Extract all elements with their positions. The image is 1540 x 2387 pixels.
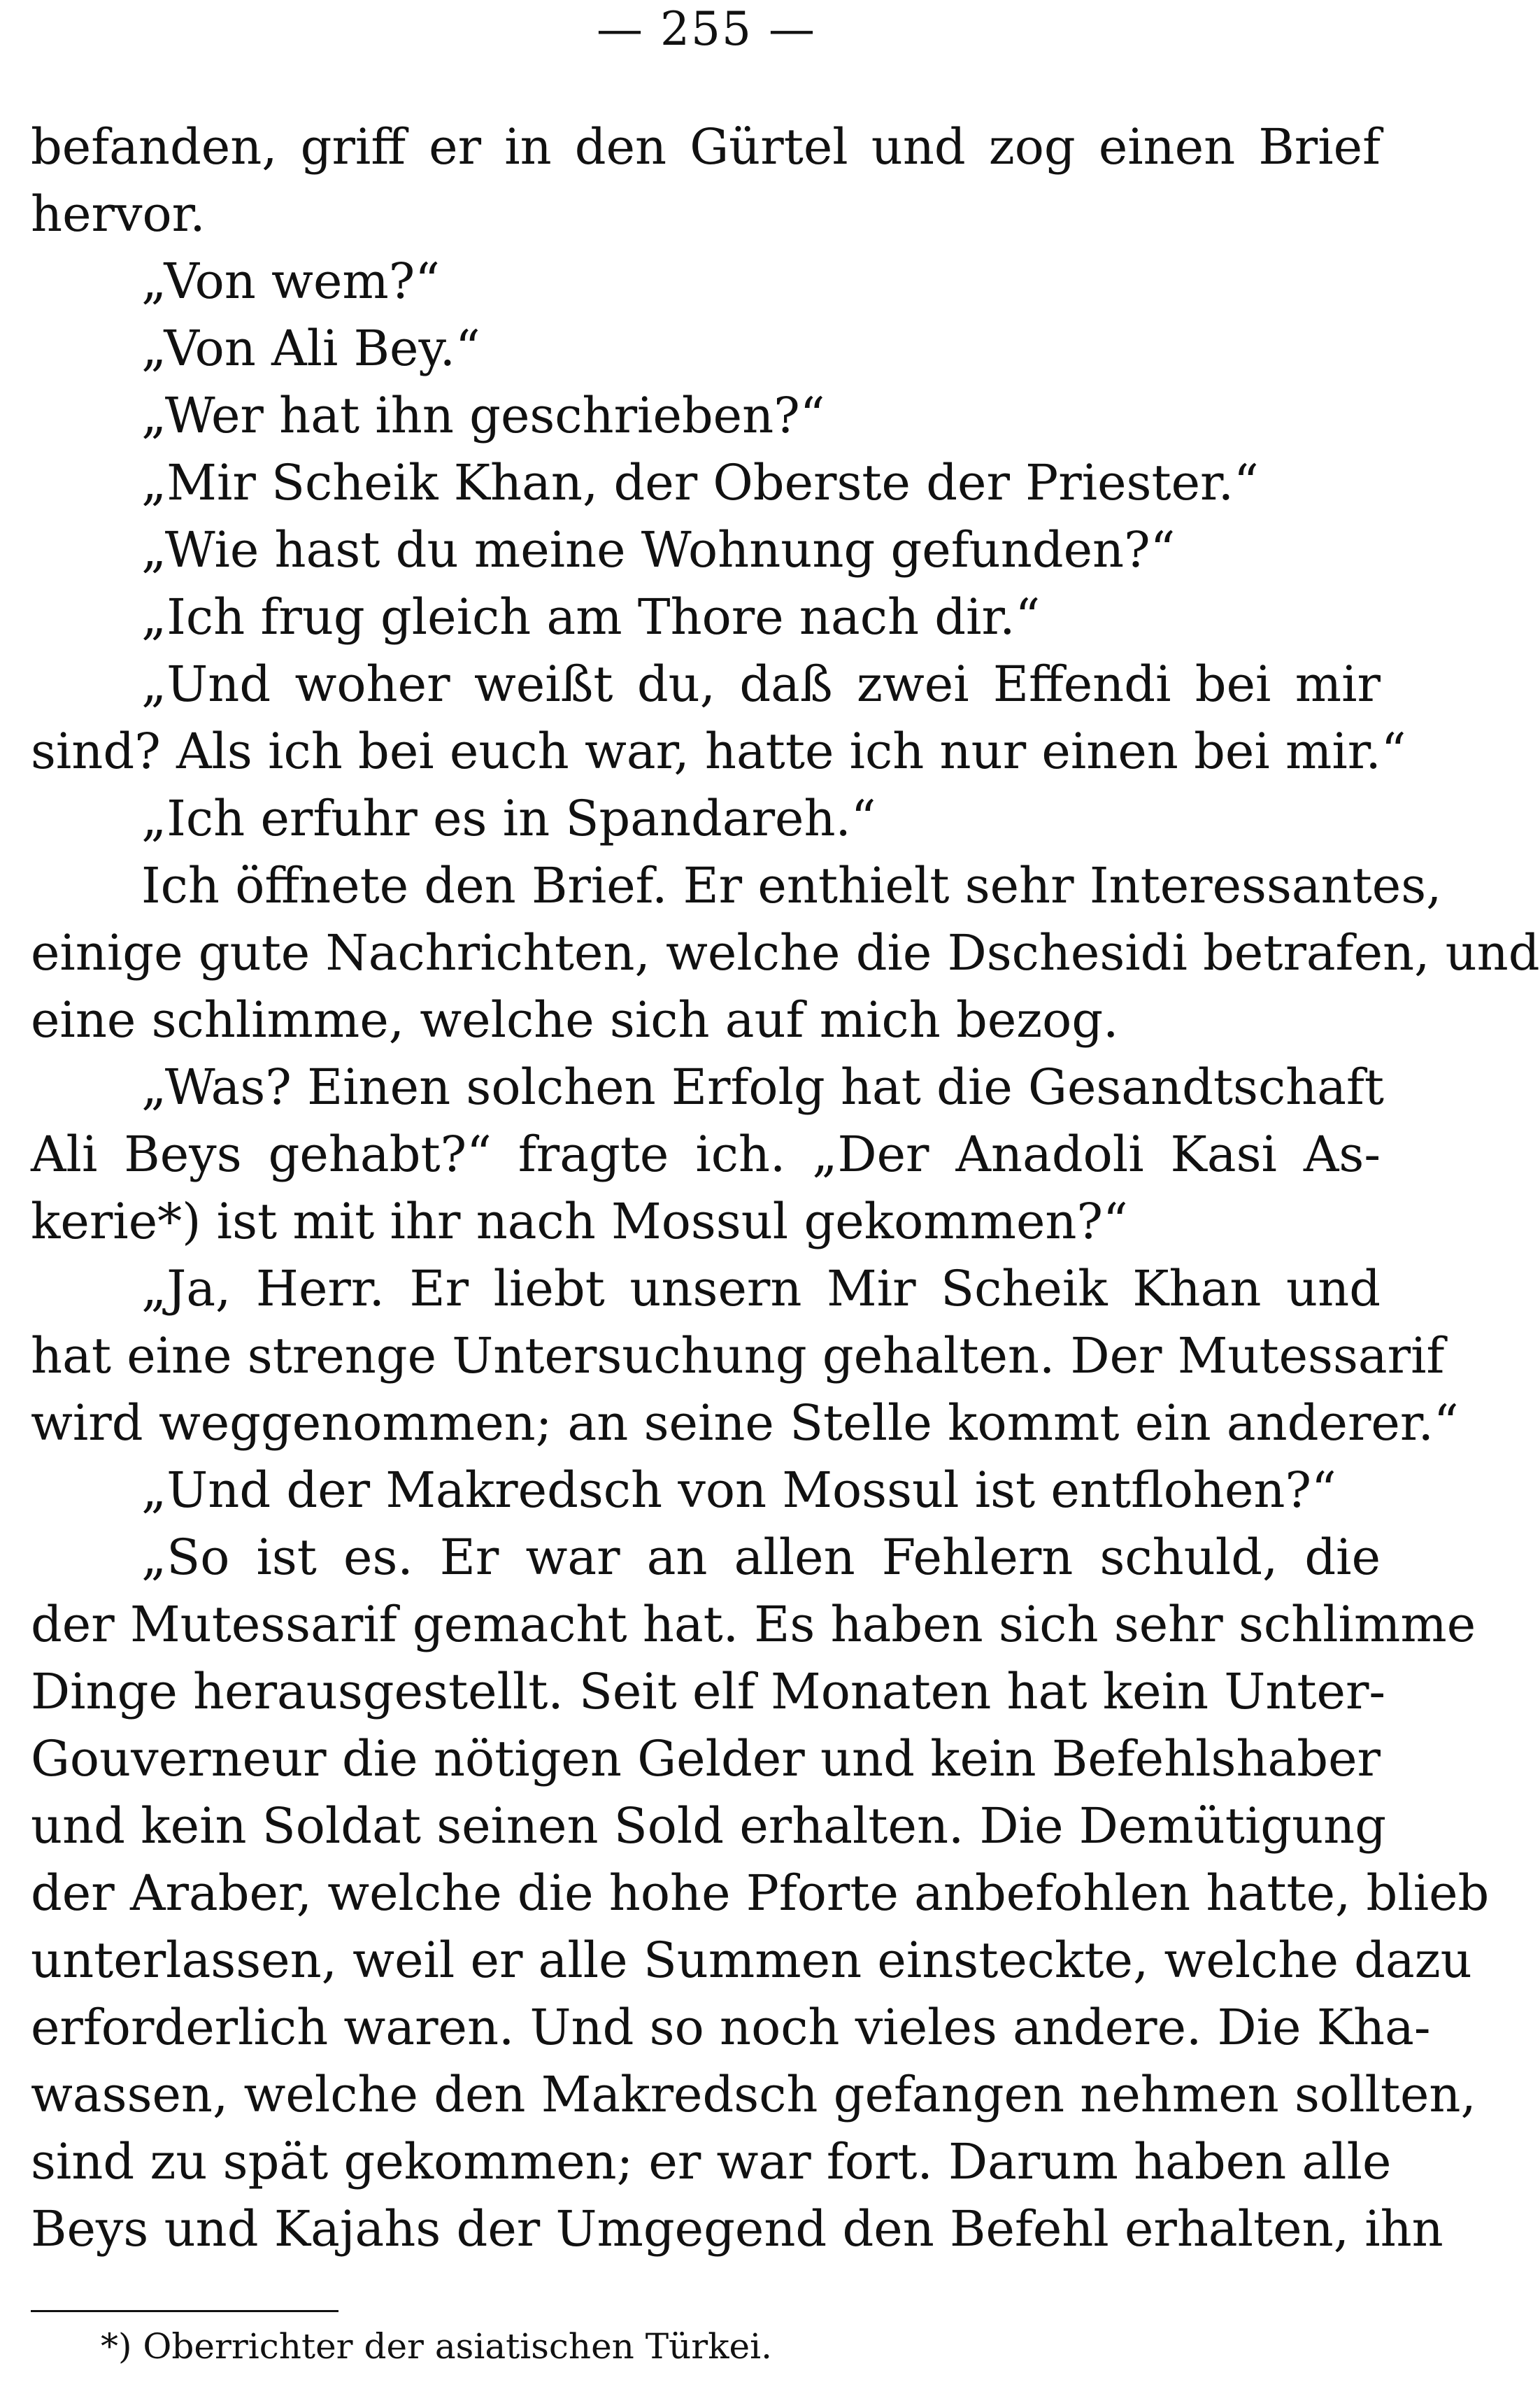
footnote-divider [31,2310,338,2312]
text-line: erforderlich waren. Und so noch vieles andere. Die Kha- [31,1999,1431,2056]
text-line: „Und der Makredsch von Mossul ist entflohen?“ [141,1461,1336,1519]
text-line: Ali Beys gehabt?“ fragte ich. „Der Anadoli Kasi As- [31,1126,1381,1183]
text-line: „Wie hast du meine Wohnung gefunden?“ [141,521,1176,579]
text-line: und kein Soldat seinen Sold erhalten. Die Demütigung [31,1797,1387,1855]
text-line: „Ich frug gleich am Thore nach dir.“ [141,588,1041,646]
text-line: kerie*) ist mit ihr nach Mossul gekommen?“ [31,1193,1128,1250]
text-line: „Ja, Herr. Er liebt unsern Mir Scheik Khan und [141,1260,1381,1317]
text-line: „Ich erfuhr es in Spandareh.“ [141,790,876,847]
text-line: Gouverneur die nötigen Gelder und kein Befehlshaber [31,1730,1381,1787]
text-line: wird weggenommen; an seine Stelle kommt ein anderer.“ [31,1394,1459,1452]
text-line: wassen, welche den Makredsch gefangen nehmen sollten, [31,2066,1476,2123]
text-line: „Was? Einen solchen Erfolg hat die Gesandtschaft [141,1058,1385,1116]
text-line: der Mutessarif gemacht hat. Es haben sich sehr schlimme [31,1596,1476,1653]
text-line: Ich öffnete den Brief. Er enthielt sehr Interessantes, [141,857,1442,914]
text-line: sind? Als ich bei euch war, hatte ich nur einen bei mir.“ [31,723,1406,780]
text-line: hervor. [31,185,206,243]
text-line: „Wer hat ihn geschrieben?“ [141,387,825,444]
text-line: Beys und Kajahs der Umgegend den Befehl erhalten, ihn [31,2200,1443,2258]
text-line: „So ist es. Er war an allen Fehlern schuld, die [141,1529,1381,1586]
footnote: *) Oberrichter der asiatischen Türkei. [101,2326,772,2367]
text-line: unterlassen, weil er alle Summen einsteckte, welche dazu [31,1932,1472,1989]
text-line: hat eine strenge Untersuchung gehalten. Der Mutessarif [31,1327,1445,1384]
text-line: sind zu spät gekommen; er war fort. Darum haben alle [31,2133,1392,2190]
text-line: befanden, griff er in den Gürtel und zog einen Brief [31,118,1381,176]
text-line: der Araber, welche die hohe Pforte anbefohlen hatte, blieb [31,1864,1490,1922]
text-line: „Von Ali Bey.“ [141,320,480,377]
text-line: eine schlimme, welche sich auf mich bezog. [31,991,1119,1049]
page-number: — 255 — [597,2,816,56]
text-line: einige gute Nachrichten, welche die Dschesidi betrafen, und [31,924,1540,982]
text-line: „Von wem?“ [141,253,441,310]
text-line: „Und woher weißt du, daß zwei Effendi bei mir [141,656,1381,713]
body-text [31,113,1540,2262]
text-line: Dinge herausgestellt. Seit elf Monaten hat kein Unter- [31,1663,1386,1720]
text-line: „Mir Scheik Khan, der Oberste der Priester.“ [141,454,1259,511]
